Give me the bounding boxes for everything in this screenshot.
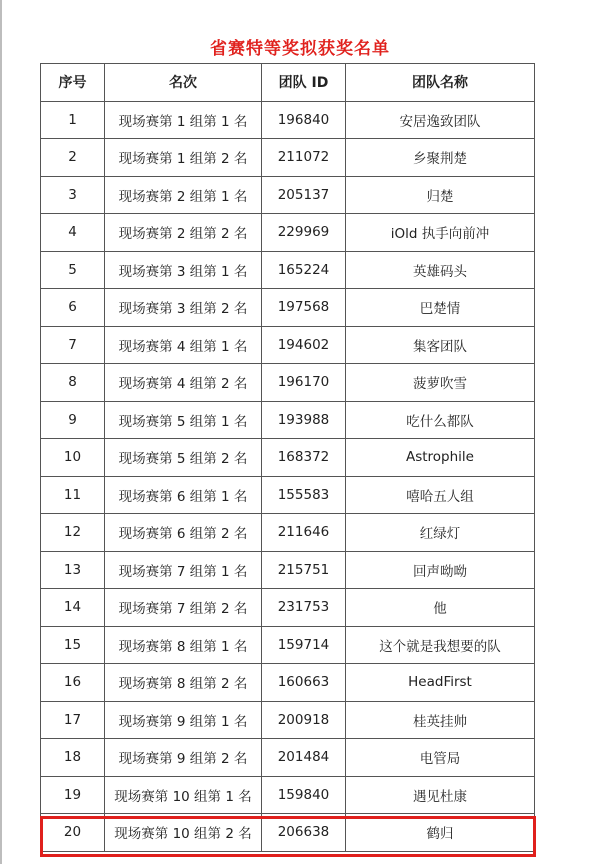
cell-no: 11 — [41, 476, 105, 514]
table-row — [41, 701, 535, 739]
cell-rank: 现场赛第 8 组第 2 名 — [105, 664, 262, 702]
table-row — [41, 626, 535, 664]
cell-no: 14 — [41, 589, 105, 627]
cell-team-id: 206638 — [262, 814, 346, 852]
cell-team-id: 160663 — [262, 664, 346, 702]
table-row — [41, 176, 535, 214]
cell-no: 8 — [41, 364, 105, 402]
cell-no: 19 — [41, 776, 105, 814]
cell-team-id: 201484 — [262, 739, 346, 777]
cell-team-id: 196840 — [262, 101, 346, 139]
cell-no: 5 — [41, 251, 105, 289]
cell-team-id: 159714 — [262, 626, 346, 664]
cell-team-name: 菠萝吹雪 — [346, 364, 535, 402]
table-row — [41, 401, 535, 439]
cell-rank: 现场赛第 5 组第 2 名 — [105, 439, 262, 477]
cell-team-id: 200918 — [262, 701, 346, 739]
cell-team-name: 他 — [346, 589, 535, 627]
cell-rank: 现场赛第 9 组第 2 名 — [105, 739, 262, 777]
page-title: 省赛特等奖拟获奖名单 — [210, 39, 390, 59]
cell-no: 10 — [41, 439, 105, 477]
cell-rank: 现场赛第 2 组第 2 名 — [105, 214, 262, 252]
cell-rank: 现场赛第 2 组第 1 名 — [105, 176, 262, 214]
cell-team-name: 桂英挂帅 — [346, 701, 535, 739]
table-row — [41, 101, 535, 139]
cell-team-id: 231753 — [262, 589, 346, 627]
cell-team-id: 215751 — [262, 551, 346, 589]
cell-team-name: 归楚 — [346, 176, 535, 214]
table-row — [41, 739, 535, 777]
cell-no: 9 — [41, 401, 105, 439]
table-row — [41, 251, 535, 289]
cell-rank: 现场赛第 7 组第 1 名 — [105, 551, 262, 589]
header-team-name: 团队名称 — [346, 64, 535, 102]
cell-team-name: 安居逸致团队 — [346, 101, 535, 139]
cell-no: 16 — [41, 664, 105, 702]
cell-no: 12 — [41, 514, 105, 552]
cell-no: 20 — [41, 814, 105, 852]
document-page — [2, 0, 598, 864]
cell-team-name: 红绿灯 — [346, 514, 535, 552]
table-header-row — [41, 64, 535, 102]
table-row — [41, 514, 535, 552]
cell-team-id: 168372 — [262, 439, 346, 477]
cell-team-name: 电管局 — [346, 739, 535, 777]
table-row — [41, 589, 535, 627]
cell-rank: 现场赛第 5 组第 1 名 — [105, 401, 262, 439]
cell-team-id: 194602 — [262, 326, 346, 364]
cell-rank: 现场赛第 3 组第 2 名 — [105, 289, 262, 327]
cell-rank: 现场赛第 6 组第 2 名 — [105, 514, 262, 552]
cell-team-id: 196170 — [262, 364, 346, 402]
cell-team-id: 211072 — [262, 139, 346, 177]
table-row — [41, 551, 535, 589]
cell-team-name: HeadFirst — [346, 664, 535, 702]
cell-team-id: 159840 — [262, 776, 346, 814]
table-row — [41, 289, 535, 327]
cell-team-name: 吃什么都队 — [346, 401, 535, 439]
cell-team-id: 229969 — [262, 214, 346, 252]
cell-team-id: 205137 — [262, 176, 346, 214]
cell-no: 15 — [41, 626, 105, 664]
table-row — [41, 476, 535, 514]
cell-team-id: 155583 — [262, 476, 346, 514]
cell-team-name: 嘻哈五人组 — [346, 476, 535, 514]
cell-team-name: 巴楚情 — [346, 289, 535, 327]
cell-rank: 现场赛第 1 组第 1 名 — [105, 101, 262, 139]
cell-team-name: 英雄码头 — [346, 251, 535, 289]
cell-no: 4 — [41, 214, 105, 252]
cell-no: 18 — [41, 739, 105, 777]
cell-team-id: 193988 — [262, 401, 346, 439]
cell-rank: 现场赛第 4 组第 1 名 — [105, 326, 262, 364]
table-row — [41, 814, 535, 852]
header-team-id: 团队 ID — [262, 64, 346, 102]
table-row — [41, 214, 535, 252]
cell-rank: 现场赛第 10 组第 2 名 — [105, 814, 262, 852]
cell-team-name: 遇见杜康 — [346, 776, 535, 814]
cell-team-name: iOld 执手向前冲 — [346, 214, 535, 252]
table-body — [41, 101, 535, 851]
cell-no: 13 — [41, 551, 105, 589]
table-row — [41, 364, 535, 402]
cell-rank: 现场赛第 1 组第 2 名 — [105, 139, 262, 177]
awards-table — [40, 63, 535, 852]
table-row — [41, 326, 535, 364]
table-row — [41, 139, 535, 177]
header-no: 序号 — [41, 64, 105, 102]
cell-team-name: 乡聚荆楚 — [346, 139, 535, 177]
cell-team-id: 165224 — [262, 251, 346, 289]
cell-rank: 现场赛第 10 组第 1 名 — [105, 776, 262, 814]
cell-rank: 现场赛第 9 组第 1 名 — [105, 701, 262, 739]
cell-no: 3 — [41, 176, 105, 214]
cell-rank: 现场赛第 3 组第 1 名 — [105, 251, 262, 289]
cell-no: 17 — [41, 701, 105, 739]
cell-team-name: 集客团队 — [346, 326, 535, 364]
cell-team-name: 回声呦呦 — [346, 551, 535, 589]
cell-no: 6 — [41, 289, 105, 327]
cell-team-id: 211646 — [262, 514, 346, 552]
cell-rank: 现场赛第 6 组第 1 名 — [105, 476, 262, 514]
cell-rank: 现场赛第 4 组第 2 名 — [105, 364, 262, 402]
table-row — [41, 776, 535, 814]
cell-no: 2 — [41, 139, 105, 177]
cell-rank: 现场赛第 7 组第 2 名 — [105, 589, 262, 627]
header-rank: 名次 — [105, 64, 262, 102]
cell-team-name: Astrophile — [346, 439, 535, 477]
table-row — [41, 439, 535, 477]
cell-team-id: 197568 — [262, 289, 346, 327]
cell-rank: 现场赛第 8 组第 1 名 — [105, 626, 262, 664]
cell-no: 1 — [41, 101, 105, 139]
cell-no: 7 — [41, 326, 105, 364]
table-row — [41, 664, 535, 702]
cell-team-name: 这个就是我想要的队 — [346, 626, 535, 664]
cell-team-name: 鹤归 — [346, 814, 535, 852]
